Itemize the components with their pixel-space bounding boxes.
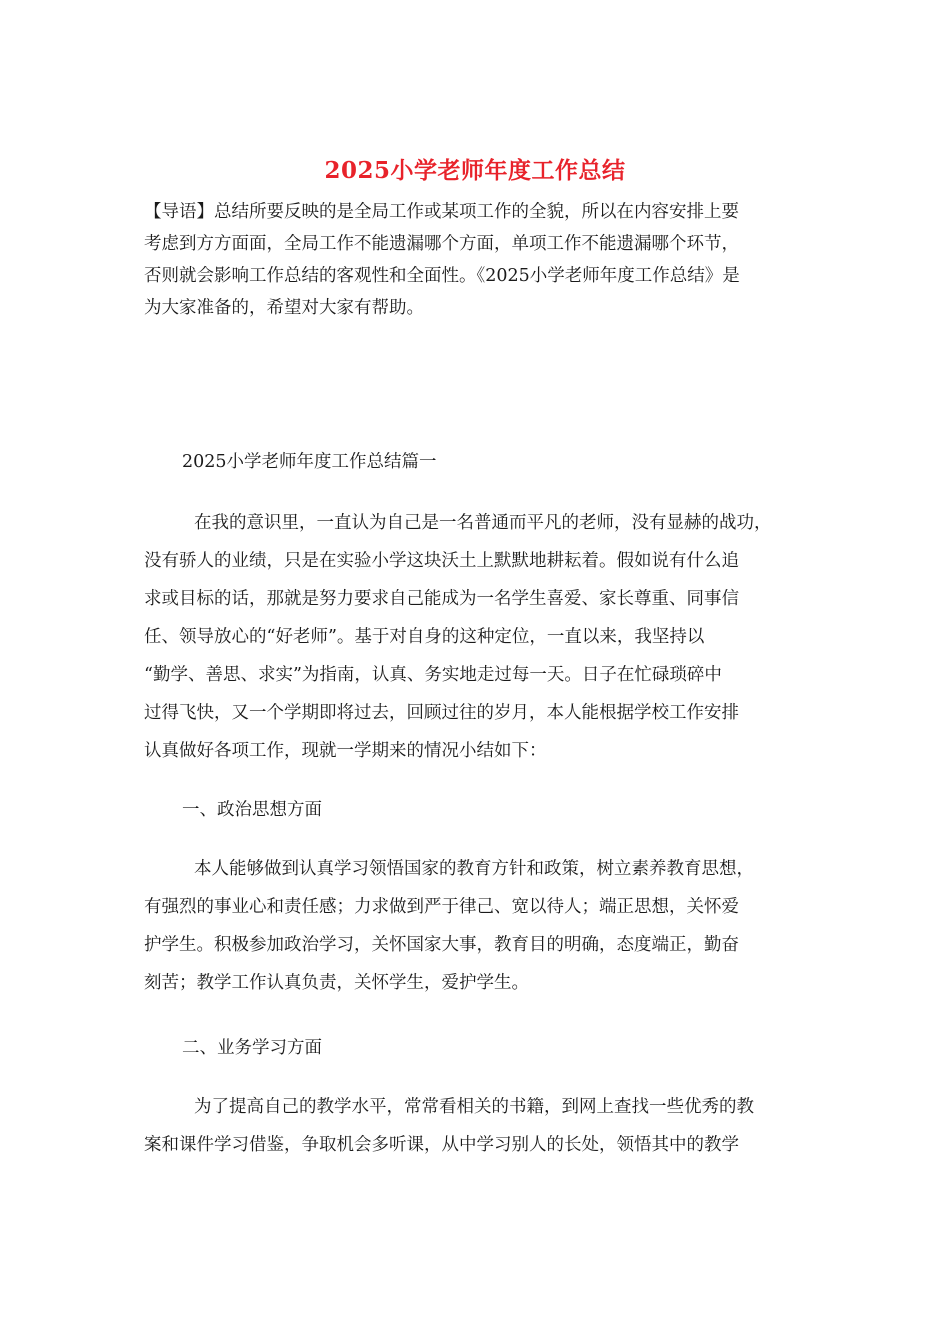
heading-political: 一、政治思想方面 (182, 800, 322, 820)
paragraph-line: 刻苦；教学工作认真负责，关怀学生，爱护学生。 (144, 973, 529, 993)
intro-line: 为大家准备的，希望对大家有帮助。 (144, 298, 424, 318)
paragraph-two (144, 850, 834, 1002)
paragraph-line: 任、领导放心的“好老师”。基于对自身的这种定位，一直以来，我坚持以 (144, 627, 705, 647)
paragraph-line: 没有骄人的业绩，只是在实验小学这块沃土上默默地耕耘着。假如说有什么追 (144, 551, 739, 571)
heading-professional: 二、业务学习方面 (182, 1038, 322, 1058)
paragraph-line: 过得飞快，又一个学期即将过去，回顾过往的岁月，本人能根据学校工作安排 (144, 703, 739, 723)
intro-line: 【导语】总结所要反映的是全局工作或某项工作的全貌，所以在内容安排上要 (144, 202, 739, 222)
intro-line: 否则就会影响工作总结的客观性和全面性。《2025小学老师年度工作总结》是 (144, 266, 740, 286)
intro-paragraph (144, 196, 814, 324)
paragraph-line: 有强烈的事业心和责任感；力求做到严于律己、宽以待人；端正思想，关怀爱 (144, 897, 739, 917)
paragraph-line: 为了提高自己的教学水平，常常看相关的书籍，到网上查找一些优秀的教 (194, 1097, 754, 1117)
paragraph-three (144, 1088, 834, 1164)
paragraph-line: 在我的意识里，一直认为自己是一名普通而平凡的老师，没有显赫的战功， (194, 513, 772, 533)
paragraph-line: 护学生。积极参加政治学习，关怀国家大事，教育目的明确，态度端正，勤奋 (144, 935, 739, 955)
paragraph-line: “勤学、善思、求实”为指南，认真、务实地走过每一天。日子在忙碌琐碎中 (144, 665, 722, 685)
section-title: 2025小学老师年度工作总结篇一 (182, 452, 437, 472)
intro-line: 考虑到方方面面，全局工作不能遗漏哪个方面，单项工作不能遗漏哪个环节， (144, 234, 739, 254)
document-title: 2025小学老师年度工作总结 (324, 157, 626, 184)
document-body (144, 446, 834, 1164)
paragraph-line: 本人能够做到认真学习领悟国家的教育方针和政策，树立素养教育思想， (194, 859, 754, 879)
paragraph-line: 求或目标的话，那就是努力要求自己能成为一名学生喜爱、家长尊重、同事信 (144, 589, 739, 609)
paragraph-line: 认真做好各项工作，现就一学期来的情况小结如下： (144, 741, 547, 761)
paragraph-one (144, 504, 834, 770)
paragraph-line: 案和课件学习借鉴，争取机会多听课，从中学习别人的长处，领悟其中的教学 (144, 1135, 739, 1155)
